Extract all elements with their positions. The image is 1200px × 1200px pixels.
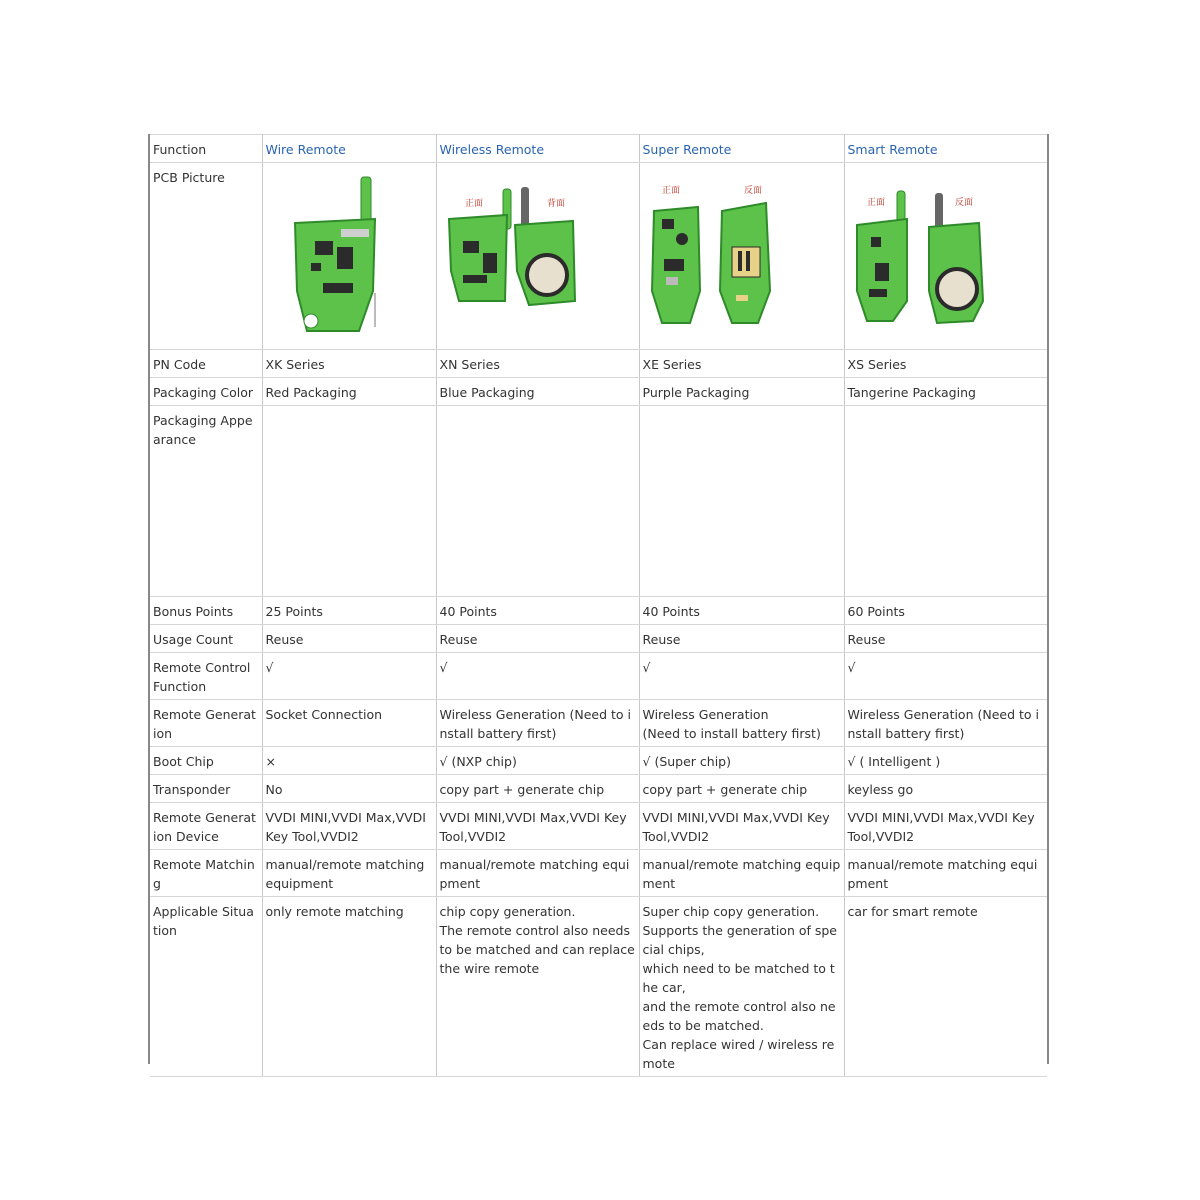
cell: Reuse xyxy=(436,625,639,653)
packaging-image-wire xyxy=(262,406,436,597)
cell: Red Packaging xyxy=(262,378,436,406)
cell: √ xyxy=(844,653,1047,700)
row-label: PN Code xyxy=(150,350,262,378)
cell: 40 Points xyxy=(639,597,844,625)
cell: √ xyxy=(262,653,436,700)
table-row xyxy=(150,625,1047,653)
cell: car for smart remote xyxy=(844,897,1047,1077)
row-label: Packaging Appearance xyxy=(150,406,262,597)
table-row xyxy=(150,378,1047,406)
table-row xyxy=(150,775,1047,803)
wire-pcb-image xyxy=(263,171,437,347)
table-row xyxy=(150,850,1047,897)
table-row xyxy=(150,803,1047,850)
cell: × xyxy=(262,747,436,775)
cell: 40 Points xyxy=(436,597,639,625)
function-header: Function xyxy=(150,135,262,163)
cell: Blue Packaging xyxy=(436,378,639,406)
cell: √ (NXP chip) xyxy=(436,747,639,775)
row-label: Remote Matching xyxy=(150,850,262,897)
cell: Tangerine Packaging xyxy=(844,378,1047,406)
cell: manual/remote matching equipment xyxy=(844,850,1047,897)
cell: chip copy generation. The remote control also needs to be matched and can replace the wire remote xyxy=(436,897,639,1077)
table-row xyxy=(150,163,1047,350)
cell: copy part + generate chip xyxy=(639,775,844,803)
cell: manual/remote matching equipment xyxy=(639,850,844,897)
cell: XE Series xyxy=(639,350,844,378)
cell: VVDI MINI,VVDI Max,VVDI Key Tool,VVDI2 xyxy=(639,803,844,850)
smart-pcb-image xyxy=(845,171,1048,347)
row-label: Bonus Points xyxy=(150,597,262,625)
pcb-picture-label: PCB Picture xyxy=(150,163,262,350)
cell: copy part + generate chip xyxy=(436,775,639,803)
cell: VVDI MINI,VVDI Max,VVDI Key Tool,VVDI2 xyxy=(436,803,639,850)
wire-remote-link[interactable]: Wire Remote xyxy=(262,135,436,163)
cell: Reuse xyxy=(639,625,844,653)
cell: √ xyxy=(436,653,639,700)
table-row xyxy=(150,653,1047,700)
cell: √ (Super chip) xyxy=(639,747,844,775)
cell: 60 Points xyxy=(844,597,1047,625)
table-row xyxy=(150,597,1047,625)
pcb-image-wireless xyxy=(436,163,639,350)
super-pcb-image xyxy=(640,171,845,347)
cell: √ ( Intelligent ) xyxy=(844,747,1047,775)
cell: Purple Packaging xyxy=(639,378,844,406)
cell: Reuse xyxy=(844,625,1047,653)
table-row xyxy=(150,897,1047,1077)
cell: VVDI MINI,VVDI Max,VVDI Key Tool,VVDI2 xyxy=(262,803,436,850)
pcb-image-super xyxy=(639,163,844,350)
cell: keyless go xyxy=(844,775,1047,803)
cell: Super chip copy generation. Supports the generation of special chips, which need to be matched to the car, and the remote control also needs to be matched. Can replace wired / wireless remote xyxy=(639,897,844,1077)
cell: Reuse xyxy=(262,625,436,653)
cell: 25 Points xyxy=(262,597,436,625)
row-label: Remote Generation xyxy=(150,700,262,747)
pcb-image-wire xyxy=(262,163,436,350)
cell: XK Series xyxy=(262,350,436,378)
cell: VVDI MINI,VVDI Max,VVDI Key Tool,VVDI2 xyxy=(844,803,1047,850)
row-label: Usage Count xyxy=(150,625,262,653)
cell: manual/remote matching equipment xyxy=(436,850,639,897)
cell: only remote matching xyxy=(262,897,436,1077)
cell: Wireless Generation (Need to install battery first) xyxy=(436,700,639,747)
smart-remote-link[interactable]: Smart Remote xyxy=(844,135,1047,163)
cell: No xyxy=(262,775,436,803)
cell: Socket Connection xyxy=(262,700,436,747)
table-row xyxy=(150,700,1047,747)
wireless-pcb-image xyxy=(437,171,640,347)
row-label: Boot Chip xyxy=(150,747,262,775)
cell: Wireless Generation (Need to install battery first) xyxy=(639,700,844,747)
back-text: 背面 xyxy=(546,199,565,209)
table-row xyxy=(150,406,1047,597)
cell: Wireless Generation (Need to install battery first) xyxy=(844,700,1047,747)
row-label: Remote Control Function xyxy=(150,653,262,700)
cell: manual/remote matching equipment xyxy=(262,850,436,897)
packaging-image-super xyxy=(639,406,844,597)
packaging-image-wireless xyxy=(436,406,639,597)
row-label: Transponder xyxy=(150,775,262,803)
super-remote-link[interactable]: Super Remote xyxy=(639,135,844,163)
cell: XS Series xyxy=(844,350,1047,378)
table-row xyxy=(150,350,1047,378)
comparison-table xyxy=(150,134,1047,1077)
front-text: 正面 xyxy=(464,199,483,209)
packaging-image-smart xyxy=(844,406,1047,597)
back-text-alt: 反面 xyxy=(743,186,762,196)
row-label: Applicable Situation xyxy=(150,897,262,1077)
back-text-alt: 反面 xyxy=(954,198,973,208)
table-row xyxy=(150,747,1047,775)
cell: √ xyxy=(639,653,844,700)
row-label: Packaging Color xyxy=(150,378,262,406)
cell: XN Series xyxy=(436,350,639,378)
front-text: 正面 xyxy=(661,186,680,196)
table-row xyxy=(150,135,1047,163)
row-label: Remote Generation Device xyxy=(150,803,262,850)
front-text: 正面 xyxy=(866,198,885,208)
wireless-remote-link[interactable]: Wireless Remote xyxy=(436,135,639,163)
pcb-image-smart xyxy=(844,163,1047,350)
